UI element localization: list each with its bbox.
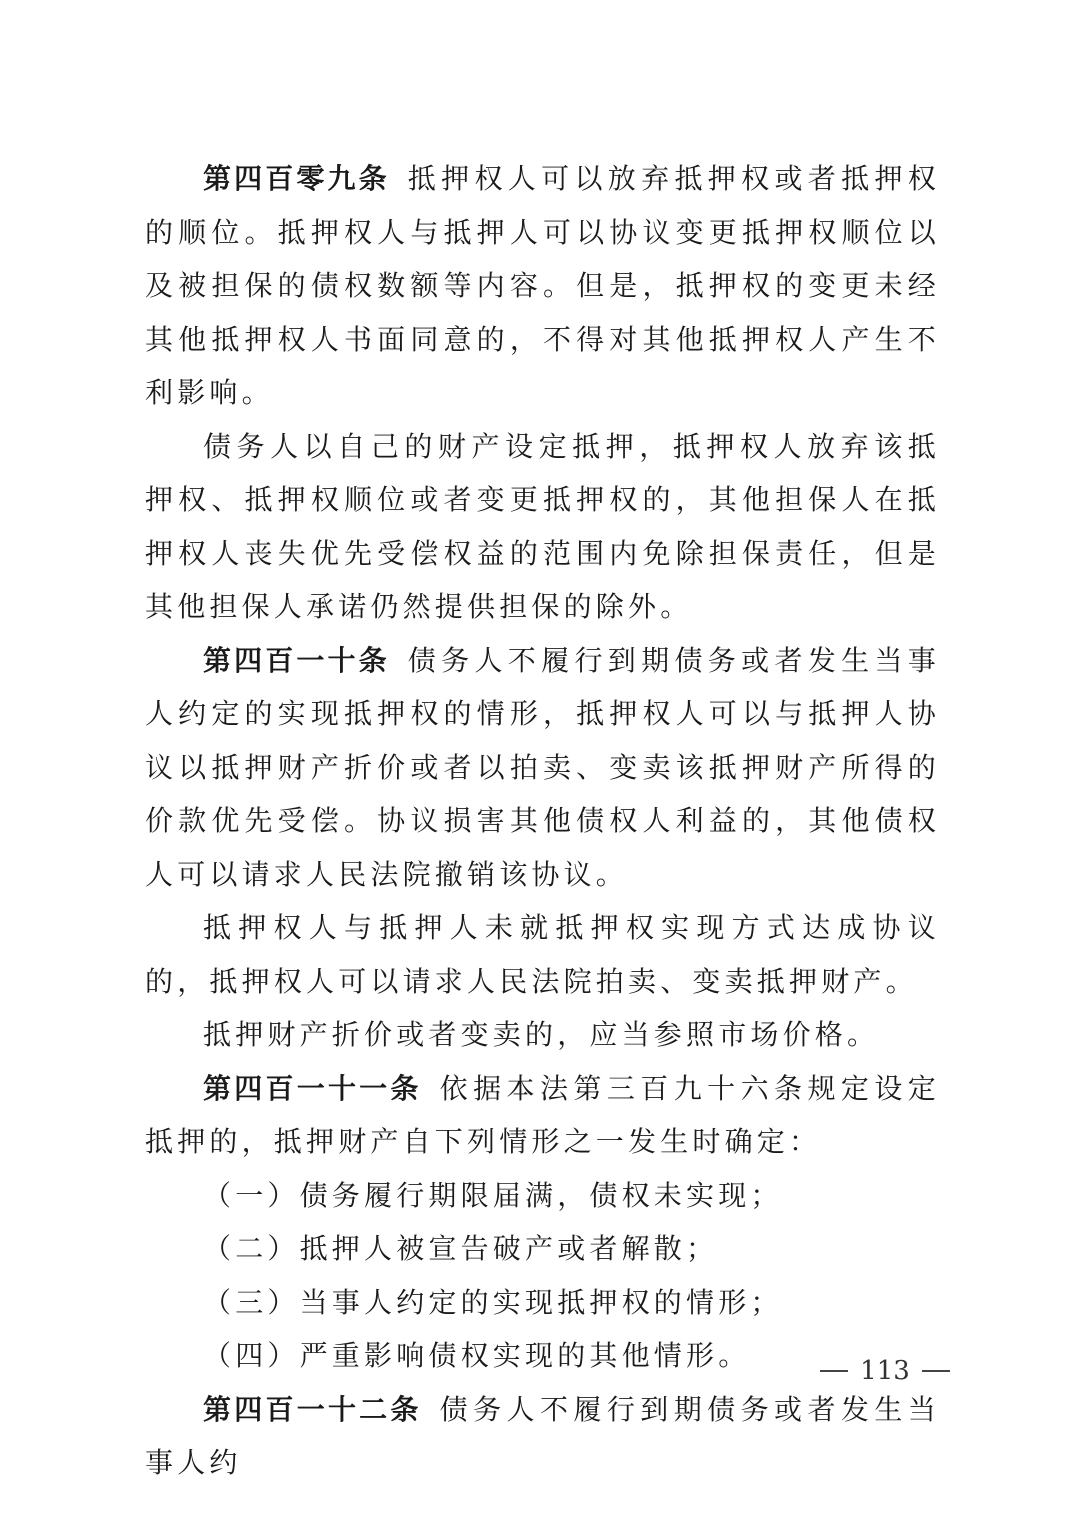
article-411-item-2: （二）抵押人被宣告破产或者解散；	[203, 1232, 719, 1265]
page-footer	[820, 1353, 950, 1389]
article-410-text-1: 债务人不履行到期债务或者发生当事人约定的实现抵押权的情形，抵押权人可以与抵押人协议以抵押财产折价或者以拍卖、变卖该抵押财产所得的价款优先受偿。协议损害其他债权人利益的，其他债权人可以请求人民法院撤销该协议。	[145, 643, 940, 891]
article-411-item-1: （一）债务履行期限届满，债权未实现；	[203, 1178, 783, 1212]
article-411-text-1: 依据本法第三百九十六条规定设定抵押的，抵押财产自下列情形之一发生时确定：	[145, 1071, 940, 1158]
article-410-paragraph-2	[145, 901, 940, 1008]
article-411-title: 第四百一十一条	[203, 1071, 422, 1105]
article-410-text-2: 抵押权人与抵押人未就抵押权实现方式达成协议的，抵押权人可以请求人民法院拍卖、变卖抵押财产。	[145, 911, 940, 998]
article-409-paragraph-1	[145, 152, 940, 420]
article-409-title: 第四百零九条	[203, 162, 390, 195]
document-body	[145, 152, 940, 1490]
article-411-item-3: （三）当事人约定的实现抵押权的情形；	[203, 1285, 783, 1319]
article-409-paragraph-2	[145, 420, 940, 634]
article-412-text-1: 债务人不履行到期债务或者发生当事人约	[145, 1392, 940, 1479]
article-412-title: 第四百一十二条	[203, 1392, 422, 1426]
page-number: 113	[860, 1356, 910, 1386]
article-409-text-1: 抵押权人可以放弃抵押权或者抵押权的顺位。抵押权人与抵押人可以协议变更抵押权顺位以及被担保的债权数额等内容。但是，抵押权的变更未经其他抵押权人书面同意的，不得对其他抵押权人产生不利影响。	[145, 162, 940, 409]
article-412-paragraph-1	[145, 1383, 940, 1490]
footer-dash-left	[820, 1370, 848, 1372]
article-410-title: 第四百一十条	[203, 643, 390, 677]
article-410-paragraph-1	[145, 634, 940, 902]
article-410-text-3: 抵押财产折价或者变卖的，应当参照市场价格。	[203, 1018, 880, 1051]
article-410-paragraph-3	[145, 1008, 940, 1062]
footer-dash-right	[922, 1370, 950, 1372]
article-409-text-2: 债务人以自己的财产设定抵押，抵押权人放弃该抵押权、抵押权顺位或者变更抵押权的，其他担保人在抵押权人丧失优先受偿权益的范围内免除担保责任，但是其他担保人承诺仍然提供担保的除外。	[145, 429, 940, 623]
article-411-paragraph-1	[145, 1062, 940, 1169]
article-411-item-4: （四）严重影响债权实现的其他情形。	[203, 1339, 751, 1372]
